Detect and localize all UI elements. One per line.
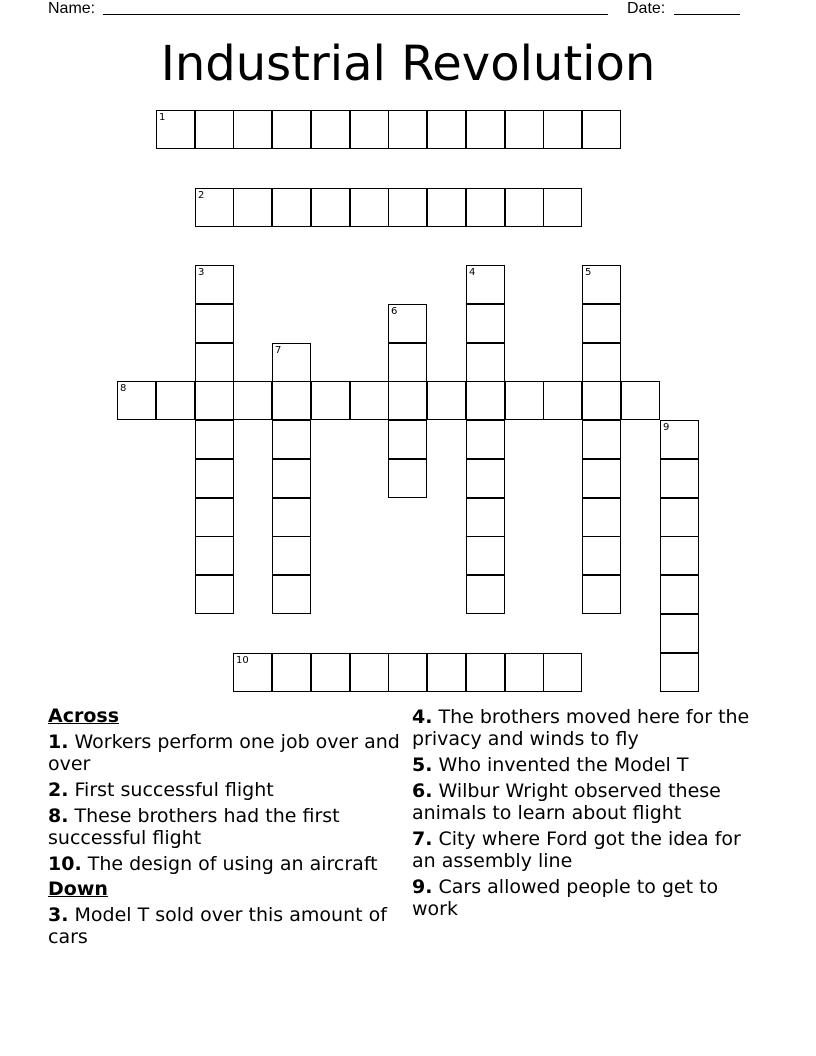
grid-cell[interactable] <box>543 381 582 420</box>
grid-cell[interactable] <box>272 381 311 420</box>
clue-number: 8. <box>48 805 69 827</box>
grid-cell[interactable] <box>195 188 234 227</box>
grid-cell[interactable] <box>272 536 311 575</box>
grid-cell[interactable] <box>195 304 234 343</box>
grid-cell[interactable] <box>505 653 544 692</box>
grid-cell[interactable] <box>582 110 621 149</box>
grid-cell[interactable] <box>427 188 466 227</box>
clue-text: First successful flight <box>68 779 274 801</box>
grid-cell[interactable] <box>582 381 621 420</box>
grid-cell[interactable] <box>466 420 505 459</box>
grid-cell[interactable] <box>660 498 699 537</box>
date-label: Date: <box>627 0 666 17</box>
clue-text: These brothers had the first successful flight <box>48 805 340 849</box>
grid-cell[interactable] <box>660 536 699 575</box>
cell-number: 2 <box>198 190 205 201</box>
grid-cell[interactable] <box>582 536 621 575</box>
grid-cell[interactable] <box>195 110 234 149</box>
clue-down-4 <box>412 706 762 750</box>
grid-cell[interactable] <box>505 188 544 227</box>
grid-cell[interactable] <box>660 614 699 653</box>
clue-text: Cars allowed people to get to work <box>412 876 719 920</box>
grid-cell[interactable] <box>195 575 234 614</box>
grid-cell[interactable] <box>311 188 350 227</box>
clue-number: 3. <box>48 904 69 926</box>
grid-cell[interactable] <box>272 188 311 227</box>
clue-across-1 <box>48 731 400 775</box>
cell-number: 5 <box>585 267 592 278</box>
grid-cell[interactable] <box>195 459 234 498</box>
clue-text: Wilbur Wright observed these animals to learn about flight <box>412 780 721 824</box>
grid-cell[interactable] <box>582 459 621 498</box>
clue-across-10 <box>48 853 400 875</box>
clue-number: 1. <box>48 731 69 753</box>
cell-number: 4 <box>469 267 476 278</box>
clue-down-9 <box>412 876 762 920</box>
grid-cell[interactable] <box>233 188 272 227</box>
grid-cell[interactable] <box>195 343 234 382</box>
grid-cell[interactable] <box>466 459 505 498</box>
cell-number: 1 <box>159 112 166 123</box>
clue-down-5 <box>412 754 762 776</box>
grid-cell[interactable] <box>582 265 621 304</box>
grid-cell[interactable] <box>388 343 427 382</box>
grid-cell[interactable] <box>272 498 311 537</box>
clue-down-7 <box>412 828 762 872</box>
clue-number: 5. <box>412 754 433 776</box>
grid-cell[interactable] <box>466 265 505 304</box>
clue-text: The brothers moved here for the privacy and winds to fly <box>412 706 750 750</box>
grid-cell[interactable] <box>117 381 156 420</box>
grid-cell[interactable] <box>582 575 621 614</box>
grid-cell[interactable] <box>582 343 621 382</box>
cell-number: 10 <box>236 655 249 666</box>
grid-cell[interactable] <box>660 459 699 498</box>
grid-cell[interactable] <box>427 381 466 420</box>
grid-cell[interactable] <box>543 653 582 692</box>
grid-cell[interactable] <box>272 420 311 459</box>
grid-cell[interactable] <box>466 304 505 343</box>
clue-number: 2. <box>48 779 69 801</box>
grid-cell[interactable] <box>272 459 311 498</box>
cell-number: 6 <box>391 306 398 317</box>
clue-across-8 <box>48 805 400 849</box>
grid-cell[interactable] <box>350 381 389 420</box>
grid-cell[interactable] <box>233 381 272 420</box>
grid-cell[interactable] <box>311 110 350 149</box>
grid-cell[interactable] <box>621 381 660 420</box>
grid-cell[interactable] <box>195 420 234 459</box>
page-title: Industrial Revolution <box>160 36 656 92</box>
clue-text: Workers perform one job over and over <box>48 731 400 775</box>
grid-cell[interactable] <box>466 498 505 537</box>
grid-cell[interactable] <box>466 343 505 382</box>
grid-cell[interactable] <box>388 188 427 227</box>
grid-cell[interactable] <box>272 110 311 149</box>
grid-cell[interactable] <box>466 188 505 227</box>
grid-cell[interactable] <box>388 381 427 420</box>
grid-cell[interactable] <box>427 653 466 692</box>
grid-cell[interactable] <box>505 110 544 149</box>
clue-number: 9. <box>412 876 433 898</box>
name-label: Name: <box>48 0 96 17</box>
clues-left-column <box>48 702 400 948</box>
grid-cell[interactable] <box>272 575 311 614</box>
grid-cell[interactable] <box>582 304 621 343</box>
grid-cell[interactable] <box>350 653 389 692</box>
grid-cell[interactable] <box>660 575 699 614</box>
clue-down-3 <box>48 904 400 948</box>
grid-cell[interactable] <box>388 110 427 149</box>
clue-number: 4. <box>412 706 433 728</box>
grid-cell[interactable] <box>466 536 505 575</box>
grid-cell[interactable] <box>660 420 699 459</box>
grid-cell[interactable] <box>543 188 582 227</box>
grid-cell[interactable] <box>466 381 505 420</box>
clue-text: Who invented the Model T <box>432 754 689 776</box>
grid-cell[interactable] <box>466 110 505 149</box>
clue-across-2 <box>48 779 400 801</box>
grid-cell[interactable] <box>195 381 234 420</box>
grid-cell[interactable] <box>233 110 272 149</box>
cell-number: 8 <box>120 383 127 394</box>
grid-cell[interactable] <box>505 381 544 420</box>
grid-cell[interactable] <box>388 420 427 459</box>
grid-cell[interactable] <box>427 110 466 149</box>
grid-cell[interactable] <box>350 110 389 149</box>
clues-right-column <box>412 702 762 920</box>
grid-cell[interactable] <box>466 575 505 614</box>
grid-cell[interactable] <box>350 188 389 227</box>
grid-cell[interactable] <box>388 304 427 343</box>
grid-cell[interactable] <box>388 653 427 692</box>
grid-cell[interactable] <box>233 653 272 692</box>
grid-cell[interactable] <box>388 459 427 498</box>
grid-cell[interactable] <box>195 536 234 575</box>
grid-cell[interactable] <box>156 110 195 149</box>
grid-cell[interactable] <box>272 653 311 692</box>
clue-text: The design of using an aircraft <box>81 853 378 875</box>
grid-cell[interactable] <box>582 420 621 459</box>
grid-cell[interactable] <box>156 381 195 420</box>
across-heading: Across <box>48 705 120 727</box>
grid-cell[interactable] <box>195 265 234 304</box>
grid-cell[interactable] <box>311 381 350 420</box>
clue-text: City where Ford got the idea for an assembly line <box>412 828 741 872</box>
cell-number: 9 <box>663 422 670 433</box>
clue-down-6 <box>412 780 762 824</box>
cell-number: 7 <box>275 345 282 356</box>
clue-text: Model T sold over this amount of cars <box>48 904 387 948</box>
clue-number: 7. <box>412 828 433 850</box>
grid-cell[interactable] <box>466 653 505 692</box>
down-heading: Down <box>48 878 108 900</box>
grid-cell[interactable] <box>195 498 234 537</box>
grid-cell[interactable] <box>582 498 621 537</box>
grid-cell[interactable] <box>660 653 699 692</box>
cell-number: 3 <box>198 267 205 278</box>
clue-number: 6. <box>412 780 433 802</box>
clue-number: 10. <box>48 853 82 875</box>
grid-cell[interactable] <box>311 653 350 692</box>
grid-cell[interactable] <box>272 343 311 382</box>
grid-cell[interactable] <box>543 110 582 149</box>
